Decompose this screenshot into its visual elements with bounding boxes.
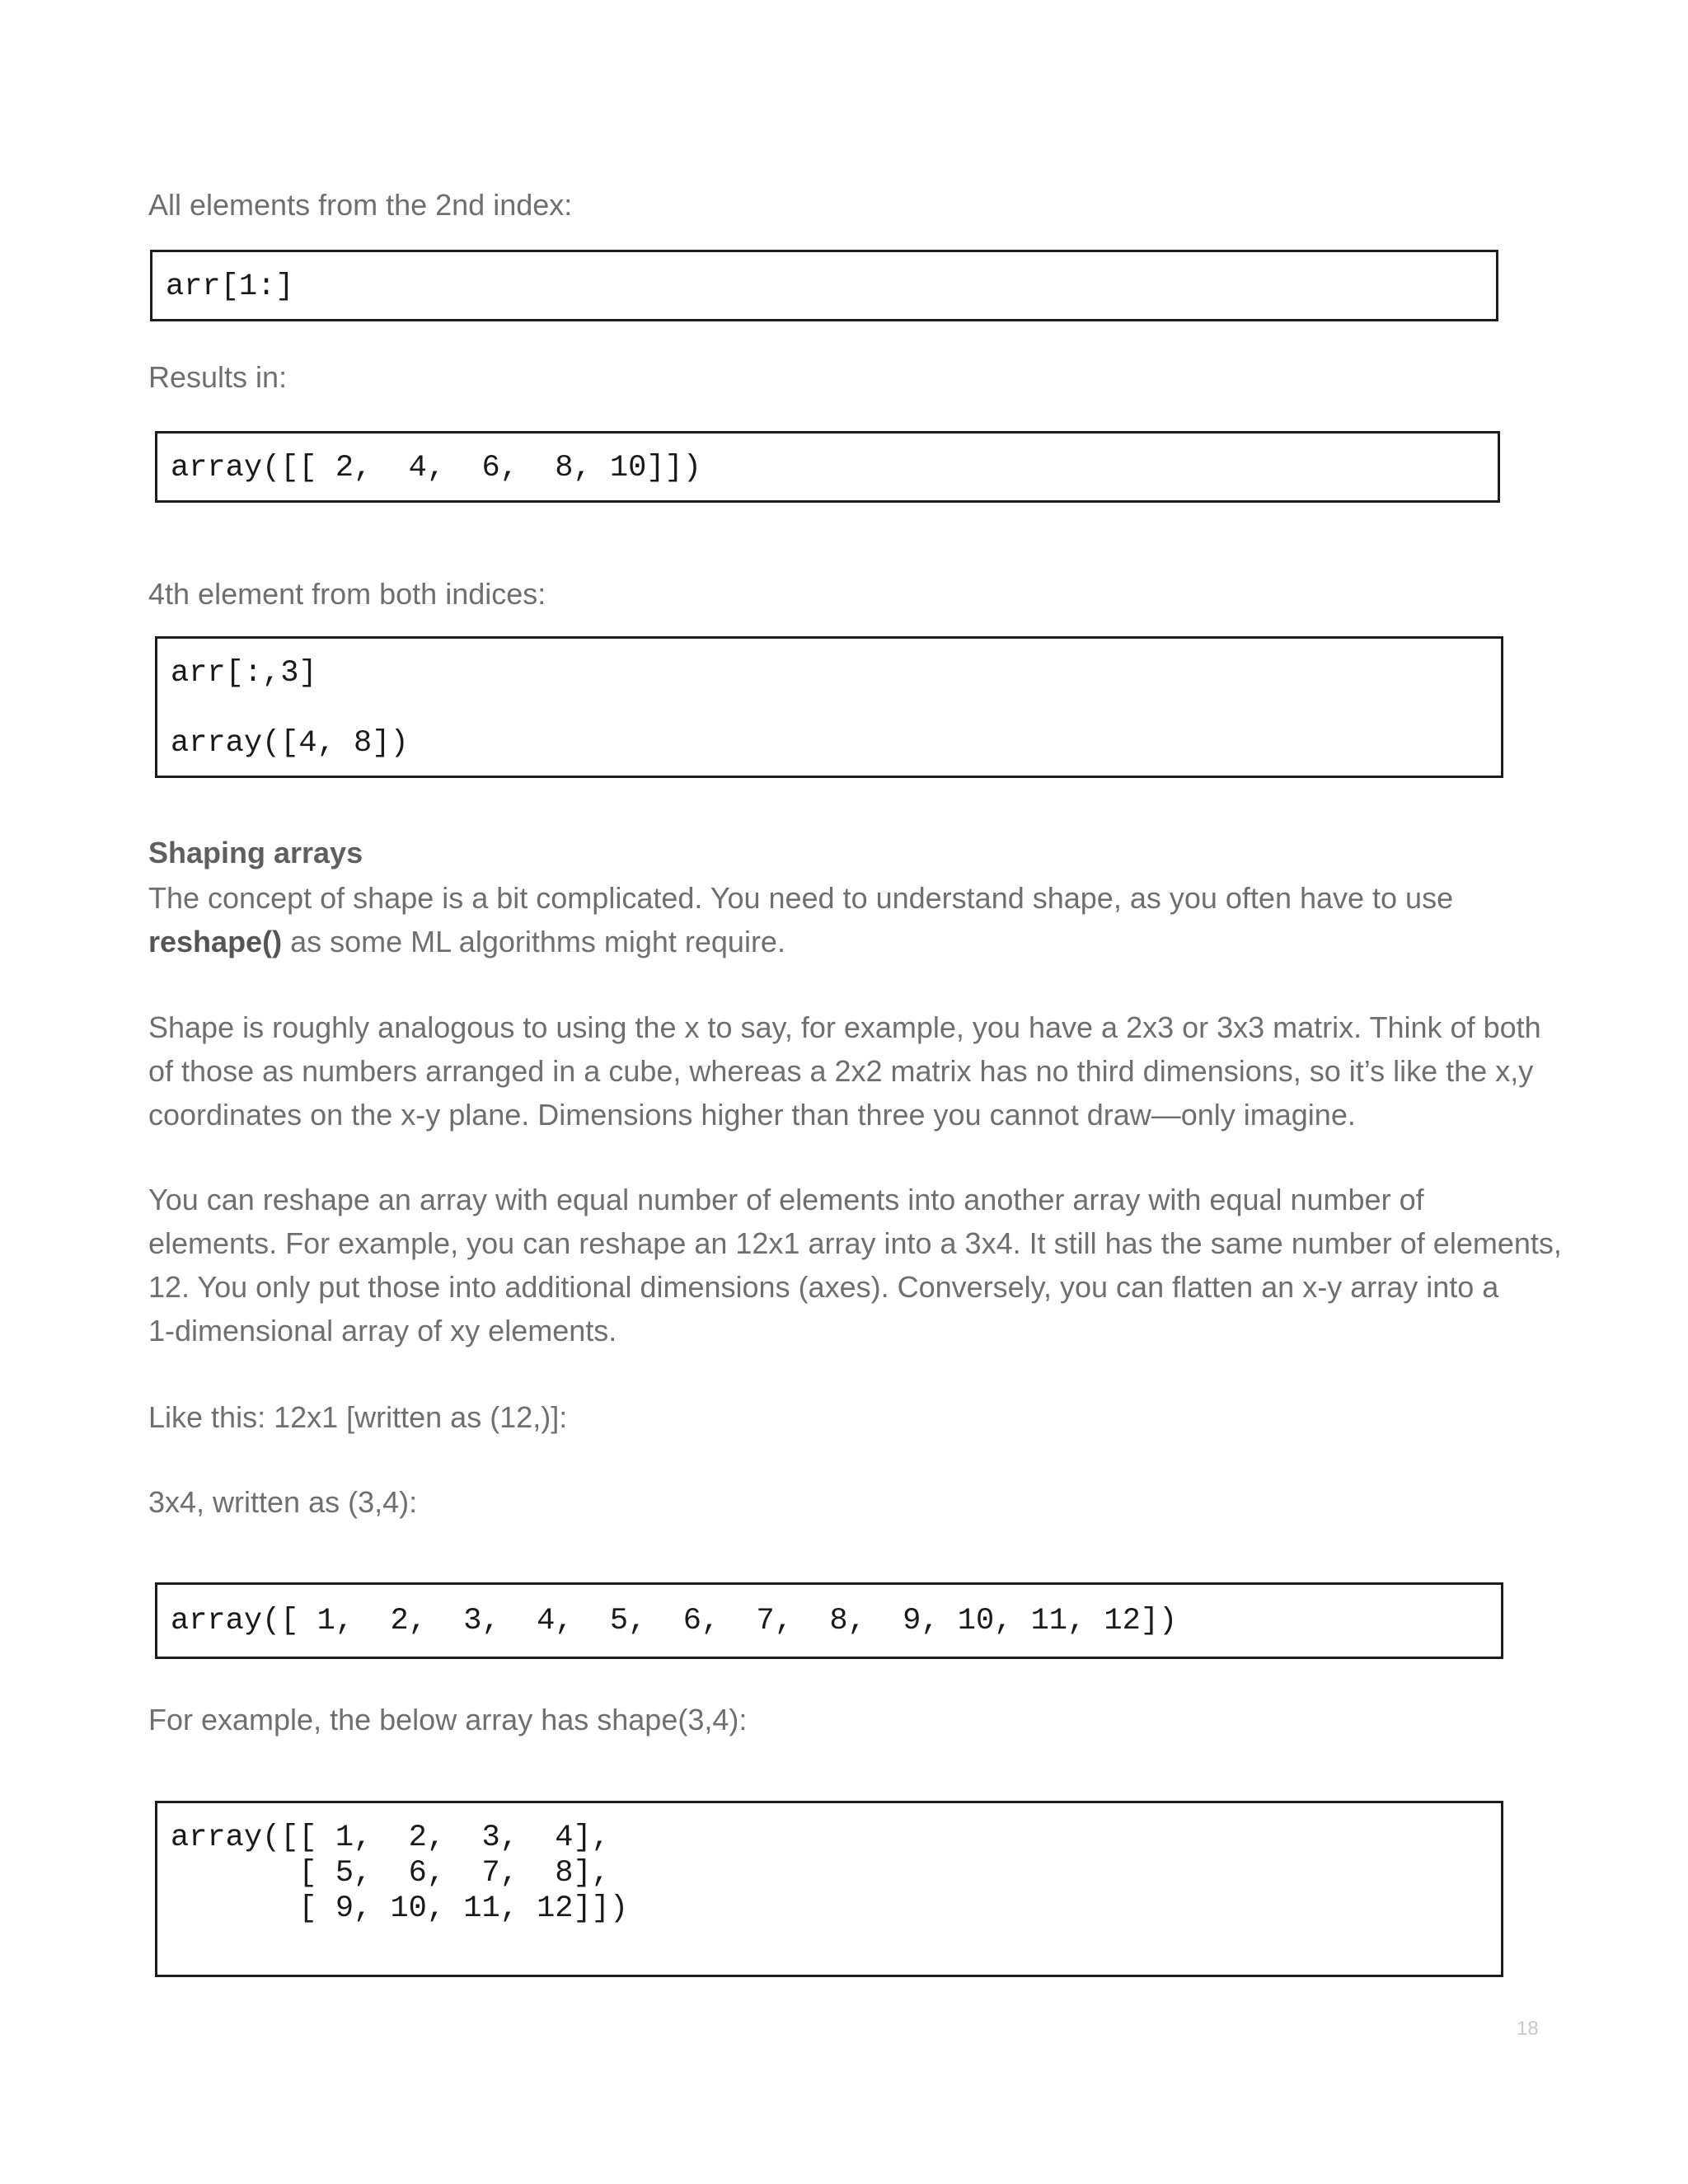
paragraph-line: coordinates on the x-y plane. Dimensions higher than three you cannot draw—only imagine. bbox=[148, 1098, 1356, 1132]
label-fourth-element: 4th element from both indices: bbox=[148, 577, 546, 611]
code-block-slice bbox=[150, 250, 1498, 321]
paragraph-shape-concept bbox=[148, 876, 1453, 963]
paragraph-line: You can reshape an array with equal number of elements into another array with equal number of bbox=[148, 1183, 1424, 1216]
label-all-elements: All elements from the 2nd index: bbox=[148, 188, 573, 222]
code-block-flat-array bbox=[155, 1582, 1503, 1659]
paragraph-line: 12. You only put those into additional dimensions (axes). Conversely, you can flatten an x-y array into a bbox=[148, 1270, 1499, 1304]
code-block-result bbox=[155, 431, 1500, 503]
paragraph-reshape bbox=[148, 1178, 1562, 1352]
paragraph-line: 1-dimensional array of xy elements. bbox=[148, 1314, 617, 1347]
paragraph-line-rest: as some ML algorithms might require. bbox=[282, 925, 785, 958]
paragraph-shape-analogy bbox=[148, 1005, 1541, 1137]
code-line: arr[1:] bbox=[166, 269, 294, 304]
code-line: [ 5, 6, 7, 8], bbox=[171, 1856, 610, 1891]
code-line: arr[:,3] bbox=[171, 656, 317, 691]
code-block-column bbox=[155, 636, 1503, 778]
code-line: array([4, 8]) bbox=[171, 726, 409, 761]
code-line: [ 9, 10, 11, 12]]) bbox=[171, 1891, 629, 1926]
label-for-example: For example, the below array has shape(3,4): bbox=[148, 1703, 748, 1736]
label-three-by-four: 3x4, written as (3,4): bbox=[148, 1485, 418, 1519]
code-line: array([ 1, 2, 3, 4, 5, 6, 7, 8, 9, 10, 11, 12]) bbox=[171, 1604, 1178, 1638]
code-block-matrix bbox=[155, 1801, 1503, 1977]
code-line: array([[ 1, 2, 3, 4], bbox=[171, 1821, 610, 1855]
inline-code-reshape: reshape() bbox=[148, 925, 283, 958]
label-like-this: Like this: 12x1 [written as (12,)]: bbox=[148, 1400, 568, 1434]
paragraph-line: elements. For example, you can reshape an 12x1 array into a 3x4. It still has the same number of elements, bbox=[148, 1226, 1562, 1260]
page-number: 18 bbox=[1517, 2018, 1539, 2040]
paragraph-line: of those as numbers arranged in a cube, whereas a 2x2 matrix has no third dimensions, so it’s like the x,y bbox=[148, 1054, 1534, 1088]
paragraph-line: The concept of shape is a bit complicated. You need to understand shape, as you often have to use bbox=[148, 881, 1454, 915]
label-results-in: Results in: bbox=[148, 360, 288, 394]
paragraph-line bbox=[148, 920, 1453, 963]
paragraph-line: Shape is roughly analogous to using the x to say, for example, you have a 2x3 or 3x3 matrix. Think of both bbox=[148, 1010, 1541, 1044]
section-heading: Shaping arrays bbox=[148, 836, 363, 869]
code-line: array([[ 2, 4, 6, 8, 10]]) bbox=[171, 451, 701, 485]
